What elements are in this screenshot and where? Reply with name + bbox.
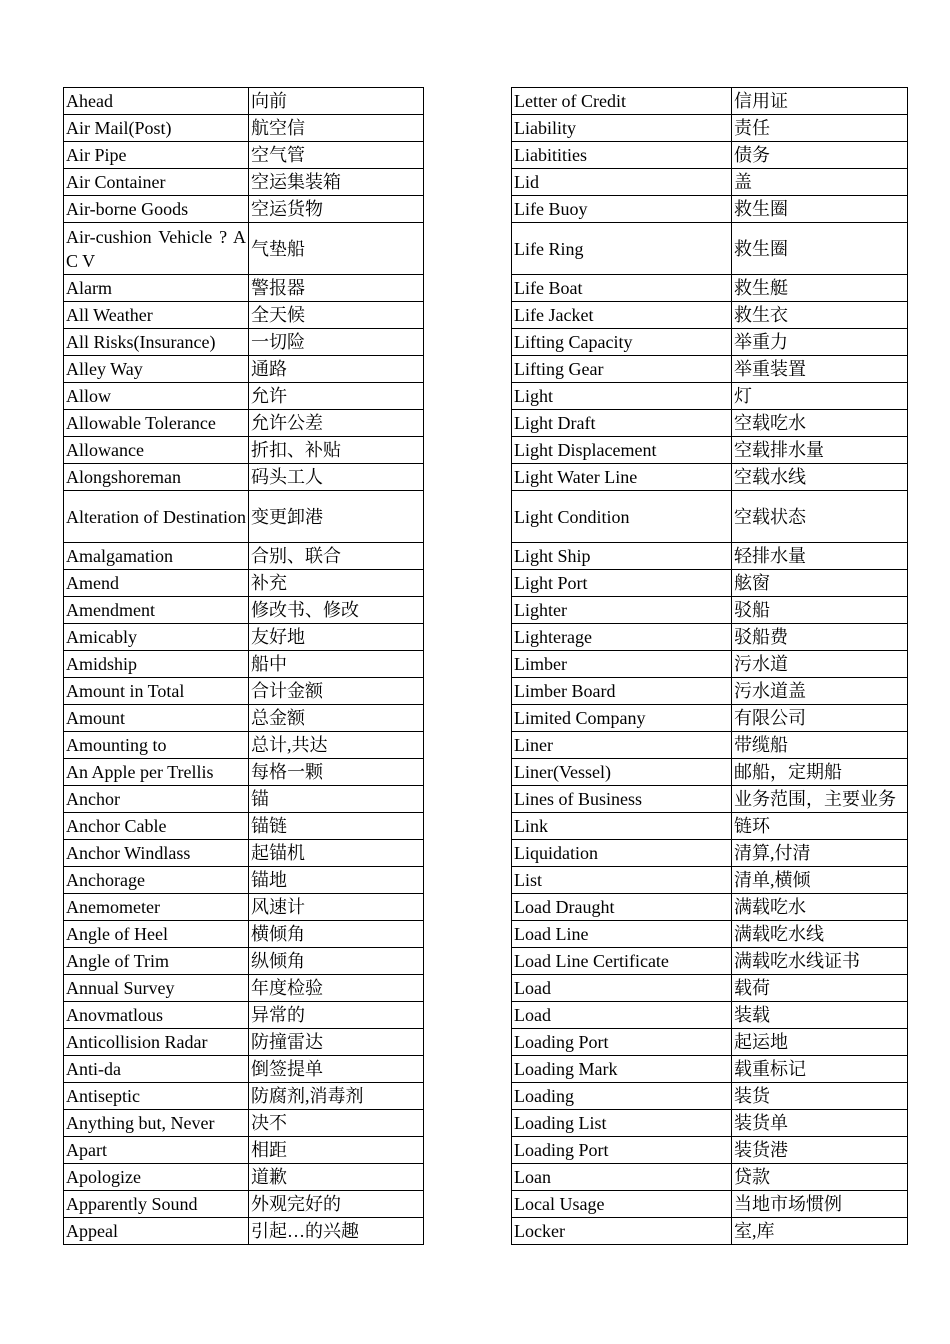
term-english: Air-cushion Vehicle ? A C V	[64, 223, 249, 275]
term-chinese: 救生艇	[732, 275, 908, 302]
term-english: Load Line Certificate	[512, 948, 732, 975]
term-english: Limber Board	[512, 678, 732, 705]
term-chinese: 码头工人	[249, 464, 424, 491]
term-english: Angle of Trim	[64, 948, 249, 975]
glossary-row	[64, 142, 424, 169]
glossary-row	[64, 813, 424, 840]
term-chinese: 横倾角	[249, 921, 424, 948]
term-english: Liquidation	[512, 840, 732, 867]
term-english: Light Condition	[512, 491, 732, 543]
glossary-row	[64, 356, 424, 383]
term-english: Air-borne Goods	[64, 196, 249, 223]
term-chinese: 邮船，定期船	[732, 759, 908, 786]
glossary-row	[64, 1110, 424, 1137]
glossary-row	[512, 1002, 908, 1029]
term-english: Appeal	[64, 1218, 249, 1245]
term-english: Antiseptic	[64, 1083, 249, 1110]
term-chinese: 业务范围，主要业务	[732, 786, 908, 813]
term-english: Alarm	[64, 275, 249, 302]
term-chinese: 警报器	[249, 275, 424, 302]
term-english: Light Water Line	[512, 464, 732, 491]
glossary-row	[512, 1191, 908, 1218]
term-english: Loading Port	[512, 1137, 732, 1164]
glossary-table-right-body	[512, 88, 908, 1245]
term-chinese: 防撞雷达	[249, 1029, 424, 1056]
glossary-row	[64, 223, 424, 275]
term-english: Liability	[512, 115, 732, 142]
term-english: Liner(Vessel)	[512, 759, 732, 786]
glossary-row	[512, 223, 908, 275]
term-english: Loan	[512, 1164, 732, 1191]
glossary-row	[512, 88, 908, 115]
term-english: An Apple per Trellis	[64, 759, 249, 786]
glossary-row	[64, 115, 424, 142]
glossary-row	[64, 759, 424, 786]
term-english: List	[512, 867, 732, 894]
term-chinese: 污水道盖	[732, 678, 908, 705]
term-english: Link	[512, 813, 732, 840]
glossary-table-right	[511, 87, 908, 1245]
term-english: Air Container	[64, 169, 249, 196]
glossary-row	[512, 813, 908, 840]
term-english: Load Draught	[512, 894, 732, 921]
term-chinese: 舷窗	[732, 570, 908, 597]
term-chinese: 修改书、修改	[249, 597, 424, 624]
term-chinese: 合别、联合	[249, 543, 424, 570]
glossary-row	[64, 169, 424, 196]
term-english: Annual Survey	[64, 975, 249, 1002]
term-chinese: 满载吃水	[732, 894, 908, 921]
term-chinese: 船中	[249, 651, 424, 678]
glossary-row	[512, 597, 908, 624]
term-chinese: 允许公差	[249, 410, 424, 437]
term-chinese: 防腐剂,消毒剂	[249, 1083, 424, 1110]
glossary-row	[64, 705, 424, 732]
term-english: Allowance	[64, 437, 249, 464]
term-chinese: 灯	[732, 383, 908, 410]
glossary-row	[512, 410, 908, 437]
term-chinese: 责任	[732, 115, 908, 142]
term-chinese: 污水道	[732, 651, 908, 678]
glossary-row	[64, 1191, 424, 1218]
glossary-row	[512, 1110, 908, 1137]
term-chinese: 补充	[249, 570, 424, 597]
term-chinese: 空载状态	[732, 491, 908, 543]
term-english: Amount	[64, 705, 249, 732]
glossary-row	[64, 1083, 424, 1110]
glossary-row	[512, 570, 908, 597]
term-english: Light	[512, 383, 732, 410]
glossary-row	[64, 597, 424, 624]
term-english: Anything but, Never	[64, 1110, 249, 1137]
term-chinese: 总金额	[249, 705, 424, 732]
term-english: Lines of Business	[512, 786, 732, 813]
glossary-row	[64, 651, 424, 678]
term-english: Air Pipe	[64, 142, 249, 169]
glossary-row	[512, 624, 908, 651]
term-english: Lifting Capacity	[512, 329, 732, 356]
glossary-row	[512, 1218, 908, 1245]
glossary-row	[64, 88, 424, 115]
glossary-row	[512, 678, 908, 705]
term-chinese: 空气管	[249, 142, 424, 169]
glossary-row	[64, 329, 424, 356]
term-chinese: 信用证	[732, 88, 908, 115]
term-chinese: 折扣、补贴	[249, 437, 424, 464]
term-chinese: 航空信	[249, 115, 424, 142]
term-english: Angle of Heel	[64, 921, 249, 948]
glossary-row	[512, 786, 908, 813]
term-chinese: 纵倾角	[249, 948, 424, 975]
glossary-row	[512, 464, 908, 491]
glossary-row	[512, 840, 908, 867]
glossary-row	[512, 1056, 908, 1083]
term-english: Amend	[64, 570, 249, 597]
glossary-row	[64, 464, 424, 491]
glossary-row	[64, 383, 424, 410]
term-english: Load	[512, 975, 732, 1002]
glossary-row	[64, 543, 424, 570]
term-chinese: 一切险	[249, 329, 424, 356]
glossary-row	[512, 975, 908, 1002]
term-english: Locker	[512, 1218, 732, 1245]
term-english: Light Draft	[512, 410, 732, 437]
glossary-row	[64, 1164, 424, 1191]
term-english: Loading List	[512, 1110, 732, 1137]
term-chinese: 引起…的兴趣	[249, 1218, 424, 1245]
term-chinese: 每格一颗	[249, 759, 424, 786]
term-chinese: 倒签提单	[249, 1056, 424, 1083]
glossary-row	[512, 867, 908, 894]
term-english: Loading Mark	[512, 1056, 732, 1083]
term-chinese: 锚	[249, 786, 424, 813]
term-chinese: 空载排水量	[732, 437, 908, 464]
glossary-row	[64, 410, 424, 437]
term-english: Allowable Tolerance	[64, 410, 249, 437]
term-english: Alteration of Destination	[64, 491, 249, 543]
glossary-row	[512, 275, 908, 302]
term-chinese: 满载吃水线	[732, 921, 908, 948]
glossary-row	[64, 921, 424, 948]
term-english: Limber	[512, 651, 732, 678]
term-chinese: 起运地	[732, 1029, 908, 1056]
glossary-row	[64, 867, 424, 894]
glossary-row	[64, 786, 424, 813]
term-english: Amalgamation	[64, 543, 249, 570]
glossary-row	[64, 678, 424, 705]
term-chinese: 载荷	[732, 975, 908, 1002]
term-english: Apologize	[64, 1164, 249, 1191]
term-english: Anti-da	[64, 1056, 249, 1083]
glossary-row	[64, 196, 424, 223]
glossary-row	[512, 491, 908, 543]
term-english: Anemometer	[64, 894, 249, 921]
glossary-row	[64, 894, 424, 921]
term-chinese: 决不	[249, 1110, 424, 1137]
term-chinese: 轻排水量	[732, 543, 908, 570]
term-chinese: 满载吃水线证书	[732, 948, 908, 975]
term-english: Ahead	[64, 88, 249, 115]
term-chinese: 起锚机	[249, 840, 424, 867]
term-chinese: 载重标记	[732, 1056, 908, 1083]
term-chinese: 空载水线	[732, 464, 908, 491]
glossary-row	[64, 570, 424, 597]
term-english: Anchor Windlass	[64, 840, 249, 867]
term-english: Life Jacket	[512, 302, 732, 329]
term-chinese: 室,库	[732, 1218, 908, 1245]
glossary-row	[512, 169, 908, 196]
term-english: Anticollision Radar	[64, 1029, 249, 1056]
glossary-row	[512, 1083, 908, 1110]
glossary-row	[512, 383, 908, 410]
term-english: Allow	[64, 383, 249, 410]
glossary-row	[512, 894, 908, 921]
term-english: Air Mail(Post)	[64, 115, 249, 142]
term-chinese: 链环	[732, 813, 908, 840]
term-english: Light Displacement	[512, 437, 732, 464]
term-chinese: 道歉	[249, 1164, 424, 1191]
term-chinese: 变更卸港	[249, 491, 424, 543]
term-english: Life Ring	[512, 223, 732, 275]
glossary-row	[64, 1218, 424, 1245]
term-chinese: 盖	[732, 169, 908, 196]
term-english: Load Line	[512, 921, 732, 948]
glossary-row	[64, 1002, 424, 1029]
term-english: Lighter	[512, 597, 732, 624]
term-chinese: 友好地	[249, 624, 424, 651]
term-chinese: 异常的	[249, 1002, 424, 1029]
glossary-row	[512, 437, 908, 464]
term-chinese: 全天候	[249, 302, 424, 329]
term-english: Anchor Cable	[64, 813, 249, 840]
term-english: Lid	[512, 169, 732, 196]
term-chinese: 驳船	[732, 597, 908, 624]
term-chinese: 贷款	[732, 1164, 908, 1191]
glossary-row	[512, 705, 908, 732]
term-english: Amounting to	[64, 732, 249, 759]
glossary-row	[64, 1029, 424, 1056]
term-english: Alley Way	[64, 356, 249, 383]
glossary-row	[64, 732, 424, 759]
glossary-row	[64, 975, 424, 1002]
term-chinese: 救生圈	[732, 223, 908, 275]
glossary-row	[512, 329, 908, 356]
glossary-row	[64, 275, 424, 302]
glossary-row	[512, 302, 908, 329]
term-english: Apparently Sound	[64, 1191, 249, 1218]
glossary-row	[512, 732, 908, 759]
glossary-table-left-body	[64, 88, 424, 1245]
term-chinese: 总计,共达	[249, 732, 424, 759]
term-english: Amendment	[64, 597, 249, 624]
term-chinese: 相距	[249, 1137, 424, 1164]
glossary-row	[64, 948, 424, 975]
term-chinese: 气垫船	[249, 223, 424, 275]
glossary-row	[512, 759, 908, 786]
glossary-row	[64, 624, 424, 651]
glossary-row	[512, 543, 908, 570]
glossary-row	[64, 437, 424, 464]
term-chinese: 驳船费	[732, 624, 908, 651]
term-chinese: 有限公司	[732, 705, 908, 732]
term-english: Anovmatlous	[64, 1002, 249, 1029]
term-chinese: 债务	[732, 142, 908, 169]
term-chinese: 举重装置	[732, 356, 908, 383]
glossary-row	[512, 115, 908, 142]
glossary-row	[512, 356, 908, 383]
term-english: Letter of Credit	[512, 88, 732, 115]
term-chinese: 空运集装箱	[249, 169, 424, 196]
term-chinese: 合计金额	[249, 678, 424, 705]
term-chinese: 装载	[732, 1002, 908, 1029]
glossary-row	[512, 142, 908, 169]
term-chinese: 通路	[249, 356, 424, 383]
glossary-row	[512, 921, 908, 948]
term-english: Load	[512, 1002, 732, 1029]
glossary-row	[512, 1029, 908, 1056]
term-english: Life Buoy	[512, 196, 732, 223]
term-chinese: 空载吃水	[732, 410, 908, 437]
term-chinese: 清单,横倾	[732, 867, 908, 894]
term-english: Life Boat	[512, 275, 732, 302]
term-chinese: 锚链	[249, 813, 424, 840]
term-english: Local Usage	[512, 1191, 732, 1218]
glossary-row	[64, 1137, 424, 1164]
term-english: Loading Port	[512, 1029, 732, 1056]
glossary-row	[512, 948, 908, 975]
term-chinese: 当地市场惯例	[732, 1191, 908, 1218]
term-chinese: 风速计	[249, 894, 424, 921]
term-english: All Weather	[64, 302, 249, 329]
term-english: Limited Company	[512, 705, 732, 732]
term-english: Light Port	[512, 570, 732, 597]
glossary-row	[512, 1137, 908, 1164]
term-english: Amicably	[64, 624, 249, 651]
term-english: Amount in Total	[64, 678, 249, 705]
term-chinese: 向前	[249, 88, 424, 115]
term-chinese: 装货	[732, 1083, 908, 1110]
glossary-row	[64, 491, 424, 543]
glossary-row	[64, 1056, 424, 1083]
term-english: Liabitities	[512, 142, 732, 169]
glossary-row	[64, 302, 424, 329]
glossary-row	[512, 196, 908, 223]
glossary-row	[512, 651, 908, 678]
term-chinese: 外观完好的	[249, 1191, 424, 1218]
term-chinese: 锚地	[249, 867, 424, 894]
glossary-row	[512, 1164, 908, 1191]
term-english: Anchorage	[64, 867, 249, 894]
term-english: Light Ship	[512, 543, 732, 570]
term-chinese: 清算,付清	[732, 840, 908, 867]
term-english: Lifting Gear	[512, 356, 732, 383]
term-chinese: 装货港	[732, 1137, 908, 1164]
term-chinese: 空运货物	[249, 196, 424, 223]
term-chinese: 装货单	[732, 1110, 908, 1137]
term-english: Lighterage	[512, 624, 732, 651]
term-english: All Risks(Insurance)	[64, 329, 249, 356]
term-chinese: 救生衣	[732, 302, 908, 329]
term-english: Apart	[64, 1137, 249, 1164]
term-english: Alongshoreman	[64, 464, 249, 491]
term-chinese: 救生圈	[732, 196, 908, 223]
term-chinese: 带缆船	[732, 732, 908, 759]
term-chinese: 举重力	[732, 329, 908, 356]
glossary-table-left	[63, 87, 424, 1245]
term-english: Liner	[512, 732, 732, 759]
term-chinese: 年度检验	[249, 975, 424, 1002]
term-english: Amidship	[64, 651, 249, 678]
term-chinese: 允许	[249, 383, 424, 410]
term-english: Loading	[512, 1083, 732, 1110]
glossary-row	[64, 840, 424, 867]
term-english: Anchor	[64, 786, 249, 813]
